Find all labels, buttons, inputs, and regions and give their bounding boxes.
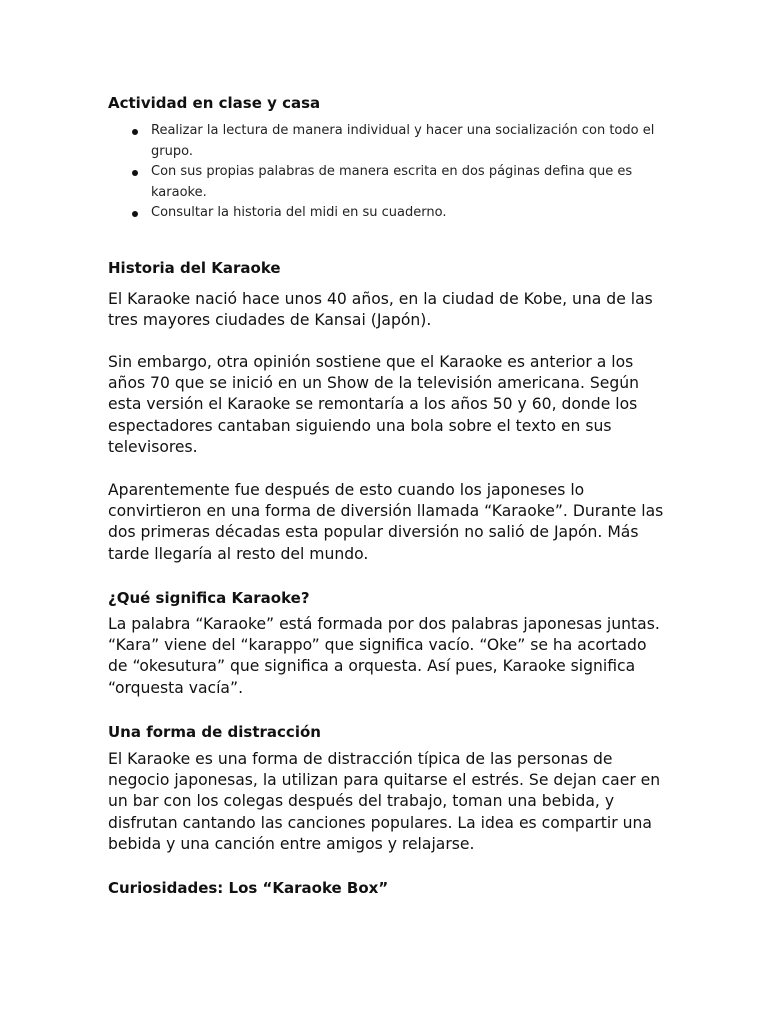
history-paragraph-2: Sin embargo, otra opinión sostiene que el Karaoke es anterior a los años 70 que se inició en un Show de la televisión americana. Según esta versión el Karaoke se remontaría a los años 50 y 60, donde los espectadores cantaban siguiendo una bola sobre el texto en sus televisores. — [108, 353, 640, 456]
bullet-icon — [132, 211, 138, 217]
activity-list — [108, 121, 668, 224]
list-item — [108, 203, 668, 224]
list-item — [108, 121, 668, 162]
bullet-icon — [132, 129, 138, 135]
distraction-heading: Una forma de distracción — [108, 723, 321, 741]
history-heading: Historia del Karaoke — [108, 259, 281, 277]
list-item — [108, 162, 668, 203]
history-paragraph-3: Aparentemente fue después de esto cuando los japoneses lo convirtieron en una forma de diversión llamada “Karaoke”. Durante las dos primeras décadas esta popular diversión no salió de Japón. Más tarde llegaría al resto del mundo. — [108, 481, 664, 563]
activity-heading: Actividad en clase y casa — [108, 94, 321, 112]
list-item-text: Consultar la historia del midi en su cuaderno. — [151, 205, 447, 220]
list-item-text: Con sus propias palabras de manera escrita en dos páginas defina que es karaoke. — [151, 164, 633, 200]
curiosities-heading: Curiosidades: Los “Karaoke Box” — [108, 879, 389, 897]
list-item-text: Realizar la lectura de manera individual y hacer una socialización con todo el grupo. — [151, 123, 655, 159]
meaning-paragraph: La palabra “Karaoke” está formada por dos palabras japonesas juntas. “Kara” viene del “karappo” que significa vacío. “Oke” se ha acortado de “okesutura” que significa a orquesta. Así pues, Karaoke significa “orquesta vacía”. — [108, 615, 660, 697]
distraction-paragraph: El Karaoke es una forma de distracción típica de las personas de negocio japonesas, la utilizan para quitarse el estrés. Se dejan caer en un bar con los colegas después del trabajo, toman una bebida, y disfrutan cantando las canciones populares. La idea es compartir una bebida y una canción entre amigos y relajarse. — [108, 750, 661, 853]
bullet-icon — [132, 170, 138, 176]
history-paragraph-1: El Karaoke nació hace unos 40 años, en la ciudad de Kobe, una de las tres mayores ciudades de Kansai (Japón). — [108, 290, 653, 330]
meaning-heading: ¿Qué significa Karaoke? — [108, 589, 310, 607]
